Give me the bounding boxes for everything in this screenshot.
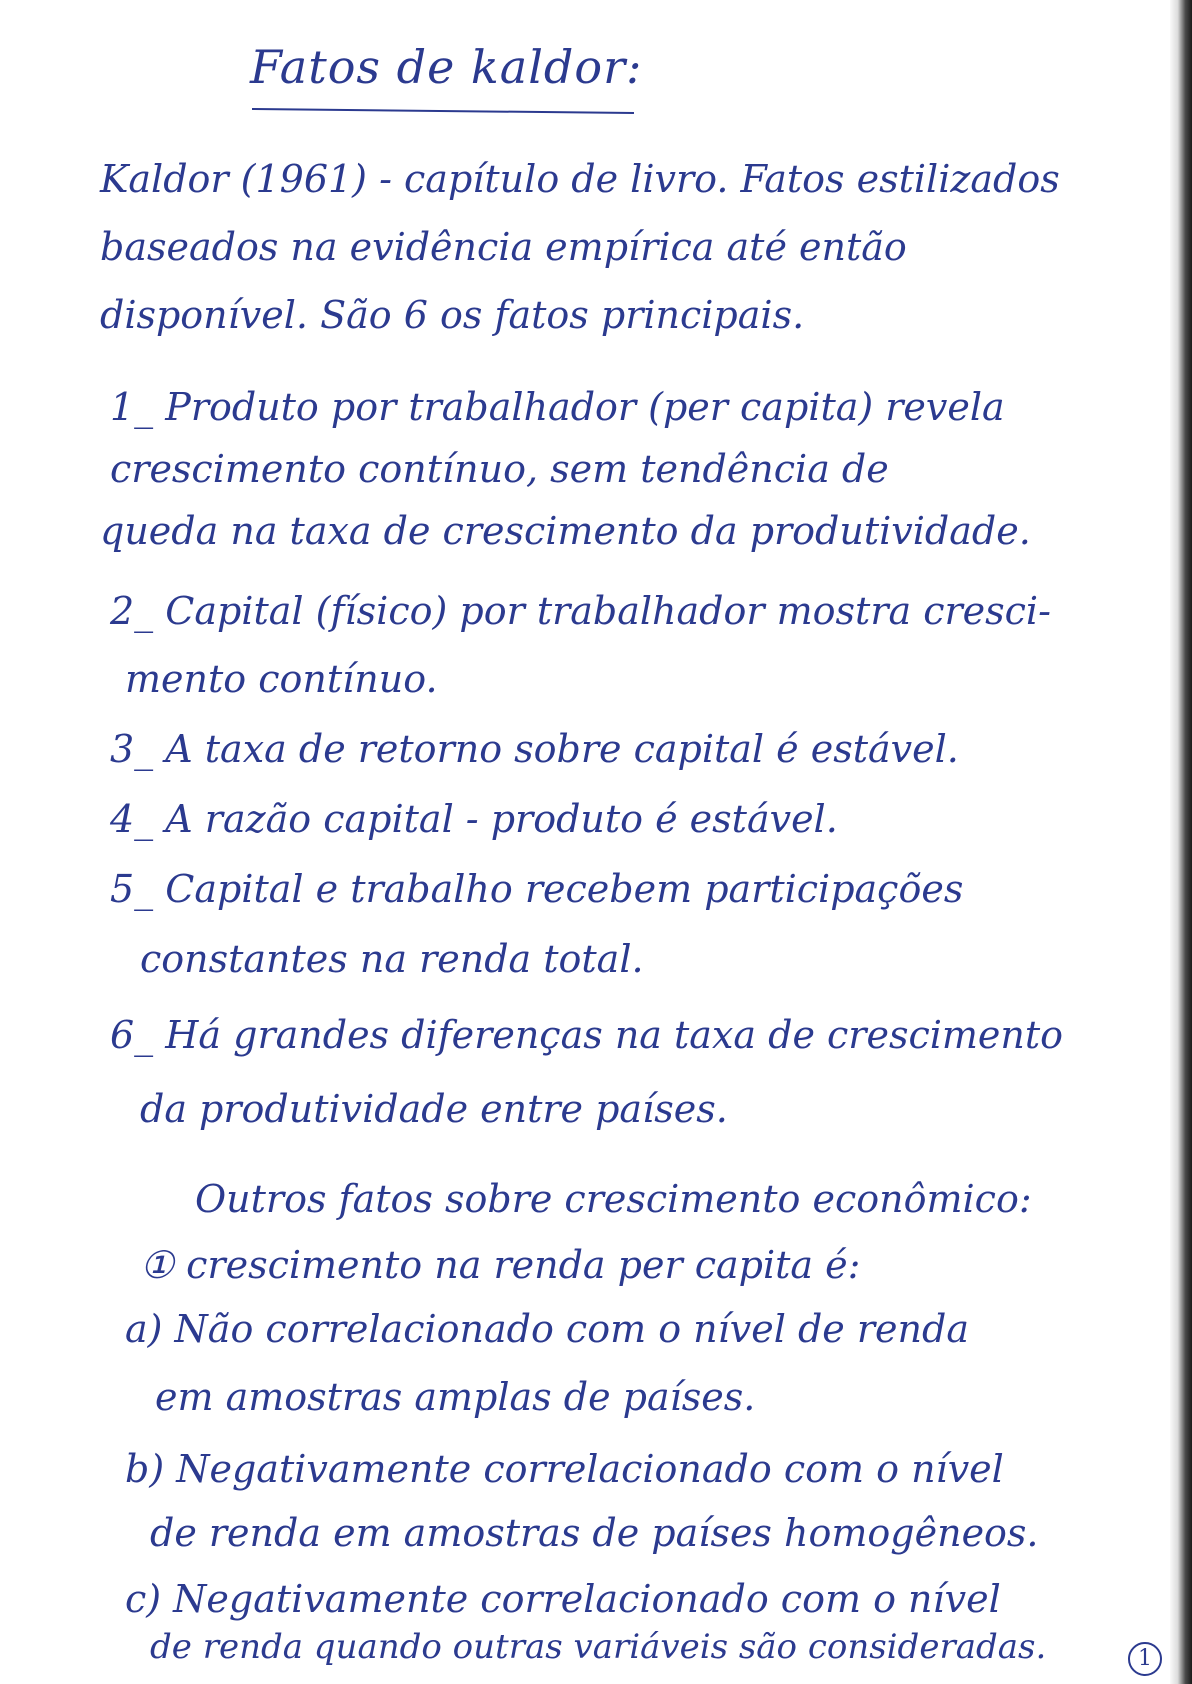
intro-line: Kaldor (1961) - capítulo de livro. Fatos estilizados	[100, 157, 1060, 201]
page-title: Fatos de kaldor:	[250, 40, 643, 94]
other-fact-line: b) Negativamente correlacionado com o nível	[125, 1447, 1004, 1491]
fact-line: mento contínuo.	[125, 657, 438, 701]
other-fact-line: a) Não correlacionado com o nível de renda	[125, 1307, 969, 1351]
fact-line: 4_ A razão capital - produto é estável.	[110, 797, 838, 841]
other-fact-line: em amostras amplas de países.	[155, 1375, 756, 1419]
fact-line: 3_ A taxa de retorno sobre capital é estável.	[110, 727, 959, 771]
fact-line: constantes na renda total.	[140, 937, 644, 981]
fact-line: da produtividade entre países.	[140, 1087, 728, 1131]
others-heading: Outros fatos sobre crescimento econômico:	[195, 1177, 1032, 1221]
fact-line: 2_ Capital (físico) por trabalhador mostra cresci-	[110, 589, 1051, 633]
fact-line: 5_ Capital e trabalho recebem participações	[110, 867, 964, 911]
other-fact-line: c) Negativamente correlacionado com o nível	[125, 1577, 1001, 1621]
title-underline	[252, 108, 634, 114]
others-intro: ① crescimento na renda per capita é:	[140, 1243, 861, 1287]
fact-line: queda na taxa de crescimento da produtividade.	[100, 509, 1031, 553]
scan-edge	[1170, 0, 1192, 1684]
fact-line: 1_ Produto por trabalhador (per capita) revela	[110, 385, 1005, 429]
fact-line: 6_ Há grandes diferenças na taxa de crescimento	[110, 1013, 1064, 1057]
intro-line: disponível. São 6 os fatos principais.	[100, 293, 805, 337]
intro-line: baseados na evidência empírica até então	[100, 225, 907, 269]
other-fact-line: de renda quando outras variáveis são consideradas.	[150, 1627, 1047, 1667]
page-number: 1	[1128, 1642, 1162, 1676]
fact-line: crescimento contínuo, sem tendência de	[110, 447, 889, 491]
other-fact-line: de renda em amostras de países homogêneos.	[150, 1511, 1039, 1555]
